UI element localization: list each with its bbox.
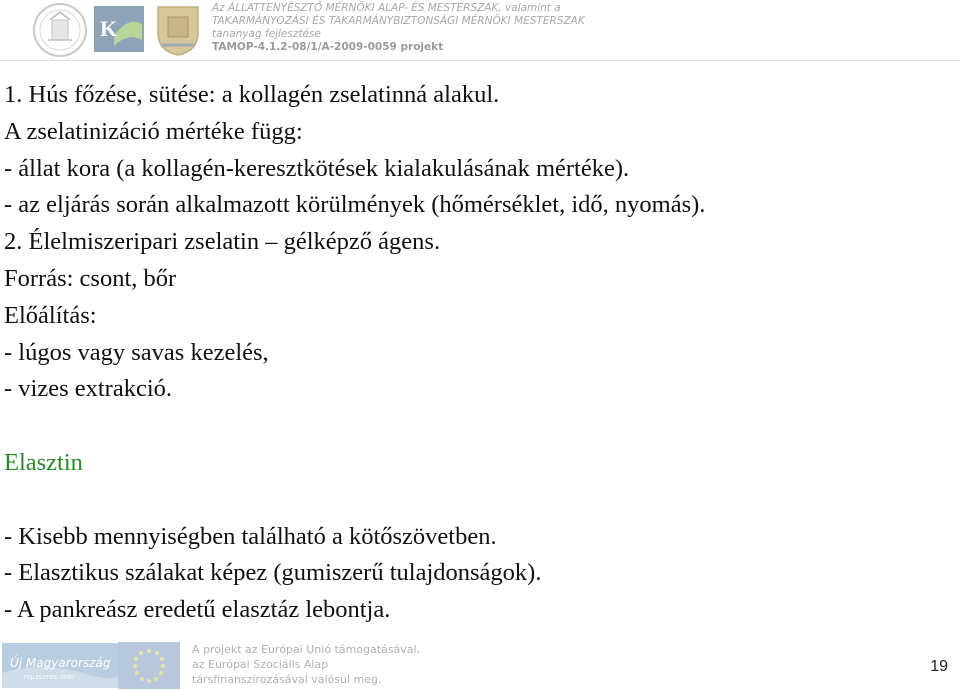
text-line: - állat kora (a kollagén-keresztkötések kialakulásának mértéke).	[4, 154, 630, 182]
uj-magyarorszag-subtext: FEJLESZTÉSI TERV	[24, 675, 74, 681]
eu-flag-logo	[118, 642, 180, 689]
header-line-2: TAKARMÁNYOZÁSI ÉS TAKARMÁNYBIZTONSÁGI MÉRNÖKI MESTERSZAK	[212, 15, 585, 27]
spacer	[4, 408, 954, 445]
header-project-title	[212, 2, 632, 54]
text-line: - vizes extrakció.	[4, 375, 173, 403]
crest-logo	[152, 3, 204, 57]
header-line-1: Az ÁLLATTENYÉSZTŐ MÉRNÖKI ALAP- ÉS MESTERSZAK, valamint a	[212, 2, 561, 14]
slide-content	[4, 77, 954, 629]
text-line: - az eljárás során alkalmazott körülmények (hőmérséklet, idő, nyomás).	[4, 191, 706, 219]
footer-funding-text	[192, 642, 420, 687]
footer-line-1: A projekt az Európai Unió támogatásával,	[192, 643, 421, 656]
k-logo	[94, 6, 144, 52]
page-footer	[0, 640, 960, 690]
footer-line-3: társfinanszírozásával valósul meg.	[192, 673, 382, 686]
k-logo-letter: K	[100, 16, 118, 41]
text-line: 1. Hús főzése, sütése: a kollagén zselatinná alakul.	[4, 81, 500, 108]
header-line-3: tananyag fejlesztése	[212, 28, 321, 40]
text-line: - lúgos vagy savas kezelés,	[4, 338, 269, 366]
text-line: A zselatinizáció mértéke függ:	[4, 117, 303, 145]
page-number: 19	[930, 658, 948, 675]
text-line: - Elasztikus szálakat képez (gumiszerű tulajdonságok).	[4, 559, 542, 587]
text-line: Előálítás:	[4, 301, 97, 329]
text-line: Forrás: csont, bőr	[4, 264, 177, 292]
header-divider	[0, 60, 960, 61]
elastin-heading: Elasztin	[4, 448, 83, 476]
spacer	[4, 482, 954, 519]
header-project-code: TAMOP-4.1.2-08/1/A-2009-0059 projekt	[212, 41, 444, 53]
text-line: 2. Élelmiszeripari zselatin – gélképző ágens.	[4, 228, 441, 256]
footer-line-2: az Európai Szociális Alap	[192, 658, 329, 671]
uj-magyarorszag-text: Új Magyarország	[10, 656, 111, 670]
university-seal-logo	[30, 2, 90, 58]
text-line: - Kisebb mennyiségben található a kötőszövetben.	[4, 522, 497, 550]
page-header	[0, 0, 960, 62]
text-line: - A pankreász eredetű elasztáz lebontja.	[4, 596, 391, 624]
